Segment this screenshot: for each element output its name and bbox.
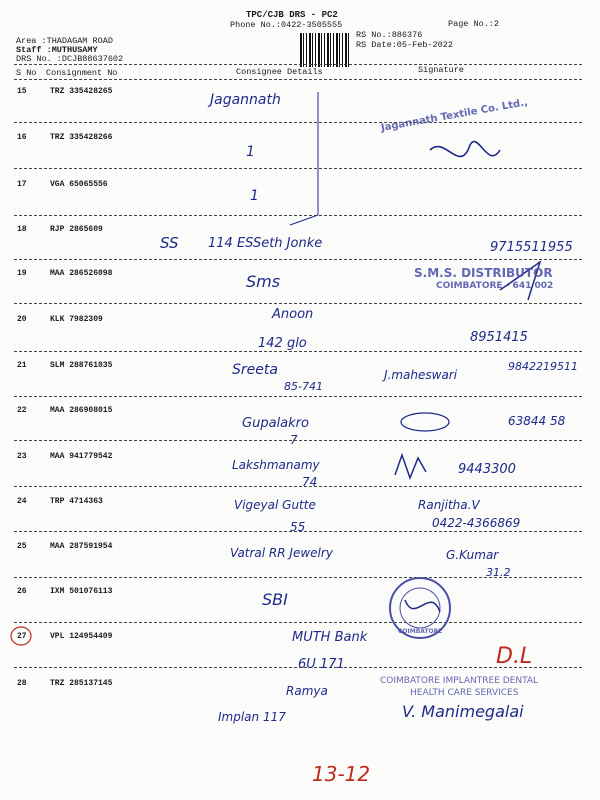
handwritten-mark: 31.2 — [486, 566, 511, 579]
handwritten-signature: J.maheswari — [384, 368, 458, 382]
drs-number: DRS No. :DCJB88637602 — [16, 54, 124, 64]
consignment-number: SLM 288761035 — [50, 361, 113, 370]
col-signature: Signature — [418, 65, 464, 75]
handwritten-address: Implan 117 — [218, 710, 286, 724]
handwritten-name: SS — [160, 234, 179, 252]
distributor-stamp-city: COIMBATORE - 641 002 — [436, 281, 554, 291]
row-number: 21 — [17, 361, 27, 370]
handwritten-name: Lakshmanamy — [232, 458, 320, 472]
handwritten-address: 7 — [290, 433, 298, 447]
row-number: 28 — [17, 679, 27, 688]
distributor-stamp: S.M.S. DISTRIBUTOR — [414, 266, 553, 280]
handwritten-signature: Ranjitha.V — [418, 498, 480, 512]
handwritten-mark: 1 — [246, 144, 255, 160]
handwritten-phone: 9443300 — [458, 462, 516, 477]
area-label: Area :THADAGAM ROAD — [16, 36, 113, 46]
handwritten-address: 6U 171 — [298, 657, 345, 672]
handwritten-name: Anoon — [272, 307, 314, 322]
col-details: Consignee Details — [236, 67, 323, 77]
handwritten-name: Gupalakro — [242, 416, 309, 431]
round-stamp-text: COIMBATORE — [398, 628, 443, 635]
signature-scribble — [395, 455, 426, 478]
row-number: 17 — [17, 180, 27, 189]
consignment-number: RJP 2865609 — [50, 225, 103, 234]
handwritten-name: Jagannath — [210, 92, 281, 108]
consignment-number: IXM 501076113 — [50, 587, 113, 596]
row-number: 26 — [17, 587, 27, 596]
consignment-number: VGA 65065556 — [50, 180, 108, 189]
signature-scribble — [430, 142, 500, 157]
handwritten-address: 114 ESSeth Jonke — [208, 236, 323, 251]
company-stamp: Jagannath Textile Co. Ltd., — [380, 97, 529, 134]
consignment-number: VPL 124954409 — [50, 632, 113, 641]
handwritten-phone: 8951415 — [470, 330, 528, 345]
signature-scribble — [405, 600, 440, 612]
consignment-number: MAA 287591954 — [50, 542, 113, 551]
col-sno: S No — [16, 68, 37, 78]
handwritten-signature: V. Manimegalai — [402, 702, 524, 721]
row-number: 20 — [17, 315, 27, 324]
row-number: 18 — [17, 225, 27, 234]
rs-number: RS No.:886376 — [356, 30, 423, 40]
row-number: 15 — [17, 87, 27, 96]
handwritten-name: SBI — [262, 590, 288, 609]
signature-scribble — [401, 413, 449, 431]
handwritten-address: 55 — [290, 520, 306, 534]
handwritten-name: Sms — [246, 272, 281, 291]
handwritten-name: MUTH Bank — [292, 630, 368, 645]
row-number: 16 — [17, 133, 27, 142]
consignment-number: KLK 7982309 — [50, 315, 103, 324]
consignment-number: TRP 4714363 — [50, 497, 103, 506]
phone-number: Phone No.:0422-3505555 — [230, 20, 343, 30]
consignment-number: TRZ 285137145 — [50, 679, 113, 688]
handwritten-name: Sreeta — [232, 362, 278, 378]
handwritten-phone: 9842219511 — [508, 360, 578, 373]
consignment-number: MAA 286908015 — [50, 406, 113, 415]
consignment-number: MAA 286526098 — [50, 269, 113, 278]
row-number: 24 — [17, 497, 27, 506]
handwritten-footer-note: 13-12 — [312, 762, 371, 786]
red-circle-mark — [11, 627, 31, 645]
handwritten-signature: G.Kumar — [446, 548, 499, 562]
pen-line — [290, 92, 318, 225]
handwritten-phone: 0422-4366869 — [432, 516, 521, 530]
handwritten-initials: D.L — [496, 644, 533, 669]
page-number: Page No.:2 — [448, 19, 500, 29]
rs-date: RS Date:05-Feb-2022 — [356, 40, 453, 50]
staff-label: Staff :MUTHUSAMY — [16, 45, 98, 55]
round-stamp-inner — [400, 588, 440, 628]
row-number: 19 — [17, 269, 27, 278]
consignment-number: TRZ 335428266 — [50, 133, 113, 142]
handwritten-name: Ramya — [286, 684, 328, 698]
handwritten-name: Vigeyal Gutte — [234, 498, 316, 512]
handwritten-phone: 9715511955 — [490, 240, 573, 255]
row-number: 27 — [17, 632, 27, 641]
row-number: 23 — [17, 452, 27, 461]
consignment-number: MAA 941779542 — [50, 452, 113, 461]
clinic-stamp: COIMBATORE IMPLANTREE DENTAL — [380, 676, 539, 686]
clinic-stamp-line2: HEALTH CARE SERVICES — [410, 688, 519, 698]
handwritten-address: 74 — [302, 475, 318, 489]
row-number: 22 — [17, 406, 27, 415]
sheet-title: TPC/CJB DRS - PC2 — [246, 10, 338, 20]
row-number: 25 — [17, 542, 27, 551]
handwritten-address: 142 glo — [258, 336, 307, 351]
handwritten-mark: 1 — [250, 188, 259, 204]
handwritten-name: Vatral RR Jewelry — [230, 546, 333, 560]
col-consignment: Consignment No — [46, 68, 118, 78]
consignment-number: TRZ 335428265 — [50, 87, 113, 96]
handwritten-address: 85-741 — [284, 380, 323, 393]
handwritten-phone: 63844 58 — [508, 414, 566, 428]
